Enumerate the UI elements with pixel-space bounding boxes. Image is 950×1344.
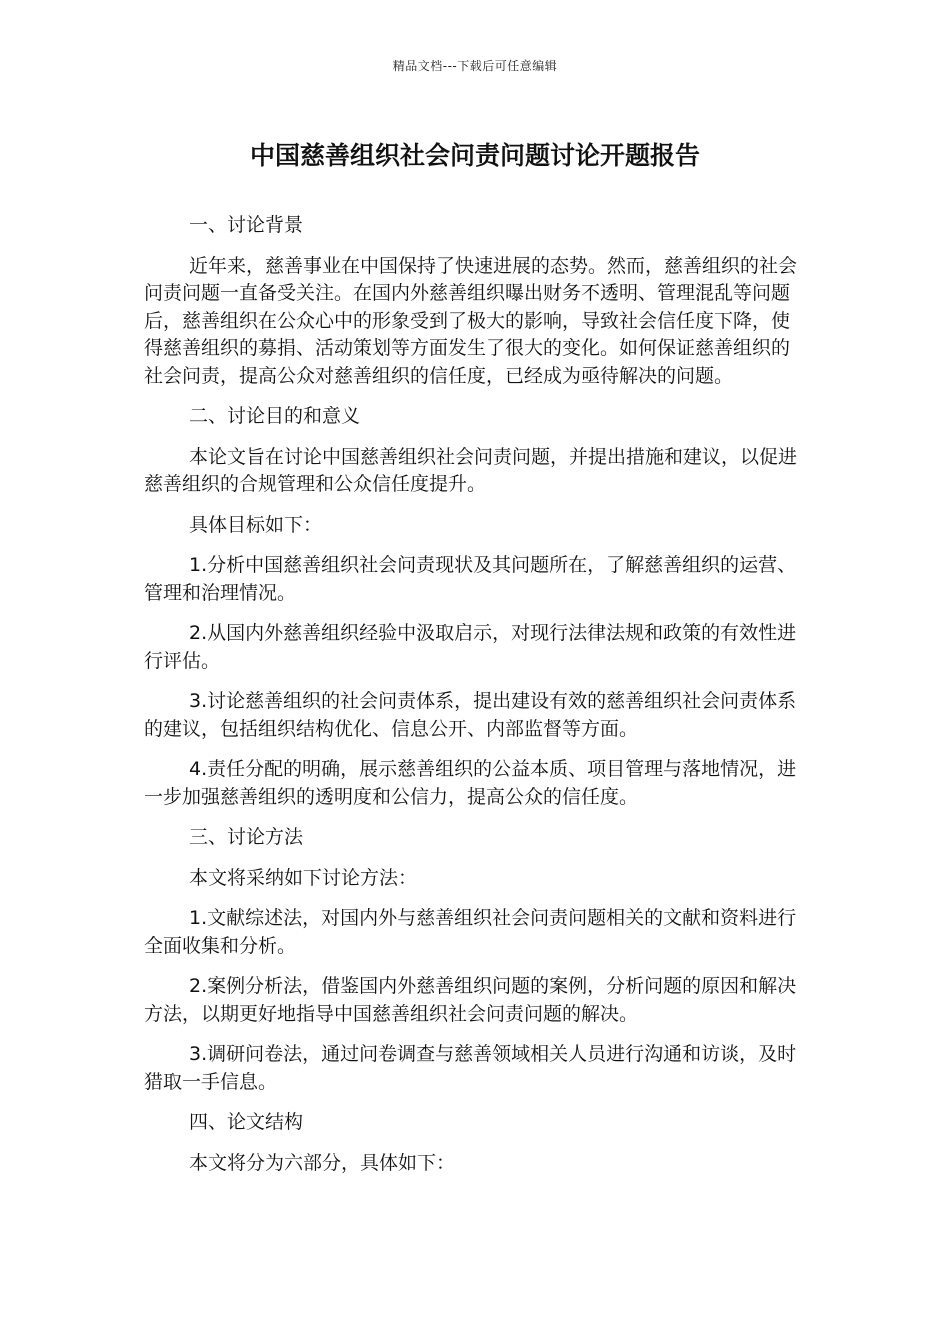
paragraph-methods-intro: 本文将采纳如下讨论方法： <box>189 866 418 889</box>
header-note: 精品文档---下载后可任意编辑 <box>392 59 558 73</box>
paragraph-goals-intro: 具体目标如下： <box>189 513 323 536</box>
paragraph-background: 近年来，慈善事业在中国保持了快速进展的态势。然而，慈善组织的社会问责问题一直备受关注。在国内外慈善组织曝出财务不透明、管理混乱等问题后，慈善组织在公众心中的形象受到了极大的影响，导致社会信任度下降，使得慈善组织的募捐、活动策划等方面发生了很大的变化。如何保证慈善组织的社会问责，提高公众对慈善组织的信任度，已经成为亟待解决的问题。 <box>144 254 798 387</box>
section-heading-methods: 三、讨论方法 <box>189 826 304 848</box>
list-item-method-3: 3.调研问卷法，通过问卷调查与慈善领域相关人员进行沟通和访谈，及时猎取一手信息。 <box>144 1043 797 1093</box>
list-item-goal-3: 3.讨论慈善组织的社会问责体系，提出建设有效的慈善组织社会问责体系的建议，包括组织结构优化、信息公开、内部监督等方面。 <box>144 690 797 740</box>
section-heading-background: 一、讨论背景 <box>189 214 304 236</box>
paragraph-purpose: 本论文旨在讨论中国慈善组织社会问责问题，并提出措施和建议，以促进慈善组织的合规管理和公众信任度提升。 <box>144 445 798 495</box>
document-title: 中国慈善组织社会问责问题讨论开题报告 <box>249 141 700 170</box>
list-item-goal-4: 4.责任分配的明确，展示慈善组织的公益本质、项目管理与落地情况，进一步加强慈善组织的透明度和公信力，提高公众的信任度。 <box>144 758 797 808</box>
list-item-goal-1: 1.分析中国慈善组织社会问责现状及其问题所在，了解慈善组织的运营、管理和治理情况。 <box>144 554 797 604</box>
list-item-goal-2: 2.从国内外慈善组织经验中汲取启示，对现行法律法规和政策的有效性进行评估。 <box>144 622 797 672</box>
document-body <box>144 212 804 1190</box>
section-heading-purpose: 二、讨论目的和意义 <box>189 405 361 427</box>
paragraph-structure-intro: 本文将分为六部分，具体如下： <box>189 1151 456 1174</box>
list-item-method-2: 2.案例分析法，借鉴国内外慈善组织问题的案例，分析问题的原因和解决方法，以期更好地指导中国慈善组织社会问责问题的解决。 <box>144 975 797 1025</box>
list-item-method-1: 1.文献综述法，对国内外与慈善组织社会问责问题相关的文献和资料进行全面收集和分析。 <box>144 907 797 957</box>
section-heading-structure: 四、论文结构 <box>189 1111 304 1133</box>
